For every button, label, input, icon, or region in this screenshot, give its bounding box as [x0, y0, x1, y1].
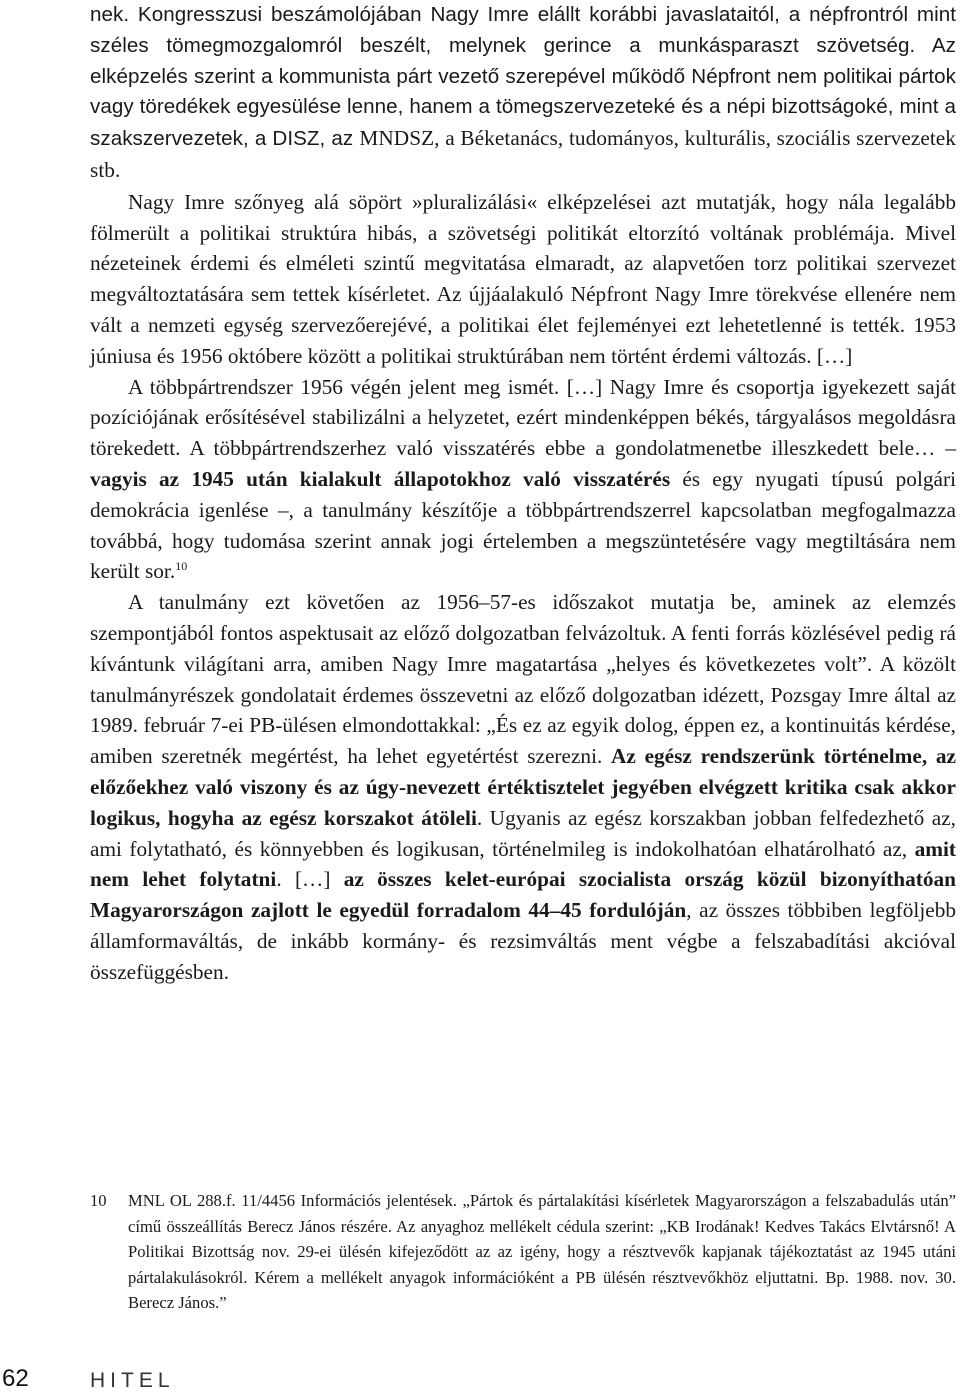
- bold-emphasis: amit nem lehet folytatni: [90, 836, 956, 892]
- footnote-text: MNL OL 288.f. 11/4456 Információs jelentések. „Pártok és pártalakítási kísérletek Magyarországon a felszabadulás után” című összeállítás Berecz János részére. Az anyaghoz mellékelt cédula szerint: „KB Irodának! Kedves Takács Elvtársnő! A Politikai Bizottság nov. 29-ei ülésén kifejeződött az az igény, hogy a résztvevők kapjanak tájékoztatást az 1945 utáni pártalakulásokról. Kérem a mellékelt anyagok információként a PB ülésén résztvevőkhöz eljuttatni. Bp. 1988. nov. 30. Berecz János.”: [128, 1191, 956, 1313]
- text-run: nek. Kongresszusi beszámolójában Nagy Imre elállt korábbi javaslataitól, a népfrontról mint széles tömegmozgalomról beszélt, melynek gerince a munkásparaszt szövetség. Az elképzelés szerint a kommunista párt vezető szerepével működő Népfront nem politikai pártok vagy töredékek egyesülése lenne, hanem a tömegszervezeteké és a népi bizottságoké, mint a szakszervezetek, a DISZ, az: [90, 3, 956, 151]
- text-run: A tanulmány ezt követően az 1956–57-es időszakot mutatja be, aminek az elemzés szempontjából fontos aspektusait az előző dolgozatban felvázoltuk. A fenti forrás közlésével pedig rá kívántunk világítani arra, amiben Nagy Imre magatartása „helyes és következetes volt”. A közölt tanulmányrészek gondolatait érdemes összevetni az előző dolgozatban idézett, Pozsgay Imre által az 1989. február 7-ei PB-ülésen elmondottakkal: „És ez az egyik dolog, éppen ez, a kontinuitás kérdése, amiben szeretnék megértést, ha lehet egyetértést szerezni.: [90, 590, 956, 769]
- paragraph-study-comparison: [90, 587, 956, 987]
- article-body: [90, 0, 956, 988]
- page-number: 62: [2, 1365, 29, 1392]
- text-run: . […]: [276, 867, 344, 892]
- footnote-reference[interactable]: 10: [175, 559, 188, 574]
- bold-emphasis: az összes kelet-európai szocialista ország közül bizonyíthatóan Magyarországon zajlott le egyedül forradalom 44–45 fordulóján: [90, 867, 956, 923]
- footnote-number: 10: [90, 1191, 107, 1210]
- text-run: MNDSZ, a Béketanács, tudományos, kulturális, szociális szervezetek stb.: [90, 126, 956, 182]
- paragraph-pluralization: [90, 187, 956, 372]
- paragraph-multiparty-system: [90, 372, 956, 588]
- text-run: A többpártrendszer 1956 végén jelent meg ismét. […] Nagy Imre és csoportja igyekezett saját pozíciójának erősítésével stabilizálni a helyzetet, ezért mindenképpen békés, tárgyalásos megoldásra törekedett. A többpártrendszerhez való visszatérés ebbe a gondolatmenetbe illeszkedett bele… –: [90, 374, 956, 461]
- text-run: és egy nyugati típusú polgári demokrácia igenlése –, a tanulmány készítője a többpártrendszerrel kapcsolatban megfogalmazza továbbá, hogy tudomása szerint annak jogi értelemben a megszüntetésére vagy megtiltására nem került sor.: [90, 466, 956, 584]
- text-run: , az összes többiben legföljebb államformaváltás, de inkább kormány- és rezsimváltás ment végbe a felszabadítási akcióval összefüggésben.: [90, 898, 956, 984]
- text-run: . Ugyanis az egész korszakban jobban felfedezhető az, ami folytatható, és könnyebben és logikusan, történelmileg is indokolhatóan elhatárolható az,: [90, 805, 956, 861]
- bold-emphasis: Az egész rendszerünk történelme, az előzőekhez való viszony és az úgy-nevezett értéktisztelet jegyében elvégzett kritika csak akkor logikus, hogyha az egész korszakot átöleli: [90, 744, 956, 830]
- journal-name: HITEL: [90, 1369, 175, 1392]
- paragraph-continuation: [90, 0, 956, 187]
- footnote-10: [90, 1188, 956, 1316]
- text-run: Nagy Imre szőnyeg alá söpört »pluralizálási« elképzelései azt mutatják, hogy nála legalább fölmerült a politikai struktúra hibás, a szövetségi politikát eltorzító voltának problémája. Mivel nézeteinek érdemi és elméleti szintű megvitatása elmaradt, az alapvetően torz politikai szervezet megváltoztatására sem tettek kísérletet. Az újjáalakuló Népfront Nagy Imre törekvése ellenére nem vált a nemzeti egység szervezőerejévé, a politikai élet fejleményei ezt lehetetlenné is tették. 1953 júniusa és 1956 októbere között a politikai struktúrában nem történt érdemi változás. […]: [90, 189, 956, 368]
- bold-emphasis: vagyis az 1945 után kialakult állapotokhoz való visszatérés: [90, 466, 671, 491]
